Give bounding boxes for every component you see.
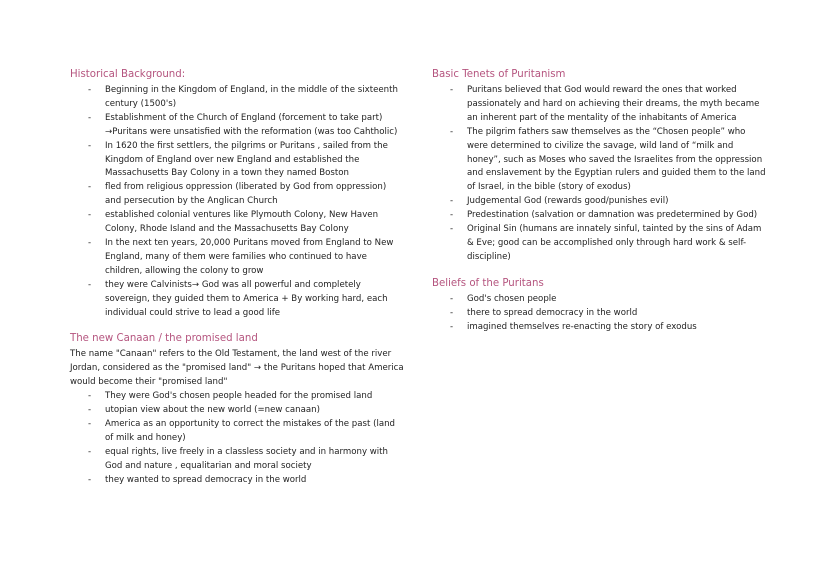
basic-tenets-list — [432, 84, 767, 265]
list-item: - In the next ten years, 20,000 Puritans moved from England to New England, many of them were families who continued to have children, allowing the colony to grow — [70, 237, 405, 279]
list-item: - The pilgrim fathers saw themselves as the “Chosen people” who were determined to civilize the savage, wild land of “milk and honey”, such as Moses who saved the Israelites from the oppression and enslavement by the Egyptian rulers and guided them to the land of Israel, in the bible (story of exodus) — [432, 126, 767, 196]
list-item: - They were God's chosen people headed for the promised land — [70, 390, 405, 404]
list-item: - God's chosen people — [432, 293, 767, 307]
list-item: - Judgemental God (rewards good/punishes evil) — [432, 195, 767, 209]
list-item: - Original Sin (humans are innately sinful, tainted by the sins of Adam & Eve; good can be accomplished only through hard work & self-discipline) — [432, 223, 767, 265]
list-item: - there to spread democracy in the world — [432, 307, 767, 321]
list-item: - Predestination (salvation or damnation was predetermined by God) — [432, 209, 767, 223]
list-item: - utopian view about the new world (=new canaan) — [70, 404, 405, 418]
new-canaan-intro: The name "Canaan" refers to the Old Testament, the land west of the river Jordan, considered as the "promised land" → the Puritans hoped that America would become their "promised land" — [70, 349, 404, 388]
new-canaan-heading: The new Canaan / the promised land — [70, 333, 258, 345]
basic-tenets-section — [432, 68, 767, 265]
new-canaan-list — [70, 390, 405, 487]
list-item: - Establishment of the Church of England (forcement to take part) →Puritans were unsatisfied with the reformation (was too Cahtholic) — [70, 112, 405, 140]
basic-tenets-heading: Basic Tenets of Puritanism — [432, 69, 566, 80]
right-column — [432, 68, 767, 347]
list-item: - imagined themselves re-enacting the story of exodus — [432, 321, 767, 335]
list-item: - they were Calvinists→ God was all powerful and completely sovereign, they guided them to America + By working hard, each individual could strive to lead a good life — [70, 279, 405, 321]
historical-background-section — [70, 68, 405, 320]
beliefs-list — [432, 293, 767, 335]
list-item: - Beginning in the Kingdom of England, in the middle of the sixteenth century (1500's) — [70, 84, 405, 112]
list-item: - equal rights, live freely in a classless society and in harmony with God and nature , equalitarian and moral society — [70, 446, 405, 474]
historical-background-heading: Historical Background: — [70, 69, 186, 80]
list-item: - established colonial ventures like Plymouth Colony, New Haven Colony, Rhode Island and the Massachusetts Bay Colony — [70, 209, 405, 237]
beliefs-heading: Beliefs of the Puritans — [432, 277, 544, 289]
new-canaan-section — [70, 332, 405, 487]
list-item: - Puritans believed that God would reward the ones that worked passionately and hard on achieving their dreams, the myth became an inherent part of the mentality of the inhabitants of America — [432, 84, 767, 126]
list-item: - fled from religious oppression (liberated by God from oppression) and persecution by the Anglican Church — [70, 181, 405, 209]
list-item: - America as an opportunity to correct the mistakes of the past (land of milk and honey) — [70, 418, 405, 446]
list-item: - In 1620 the first settlers, the pilgrims or Puritans , sailed from the Kingdom of England over new England and established the Massachusetts Bay Colony in a town they named Boston — [70, 140, 405, 182]
historical-background-list — [70, 84, 405, 320]
beliefs-section — [432, 277, 767, 335]
left-column — [70, 68, 405, 499]
list-item: - they wanted to spread democracy in the world — [70, 474, 405, 488]
